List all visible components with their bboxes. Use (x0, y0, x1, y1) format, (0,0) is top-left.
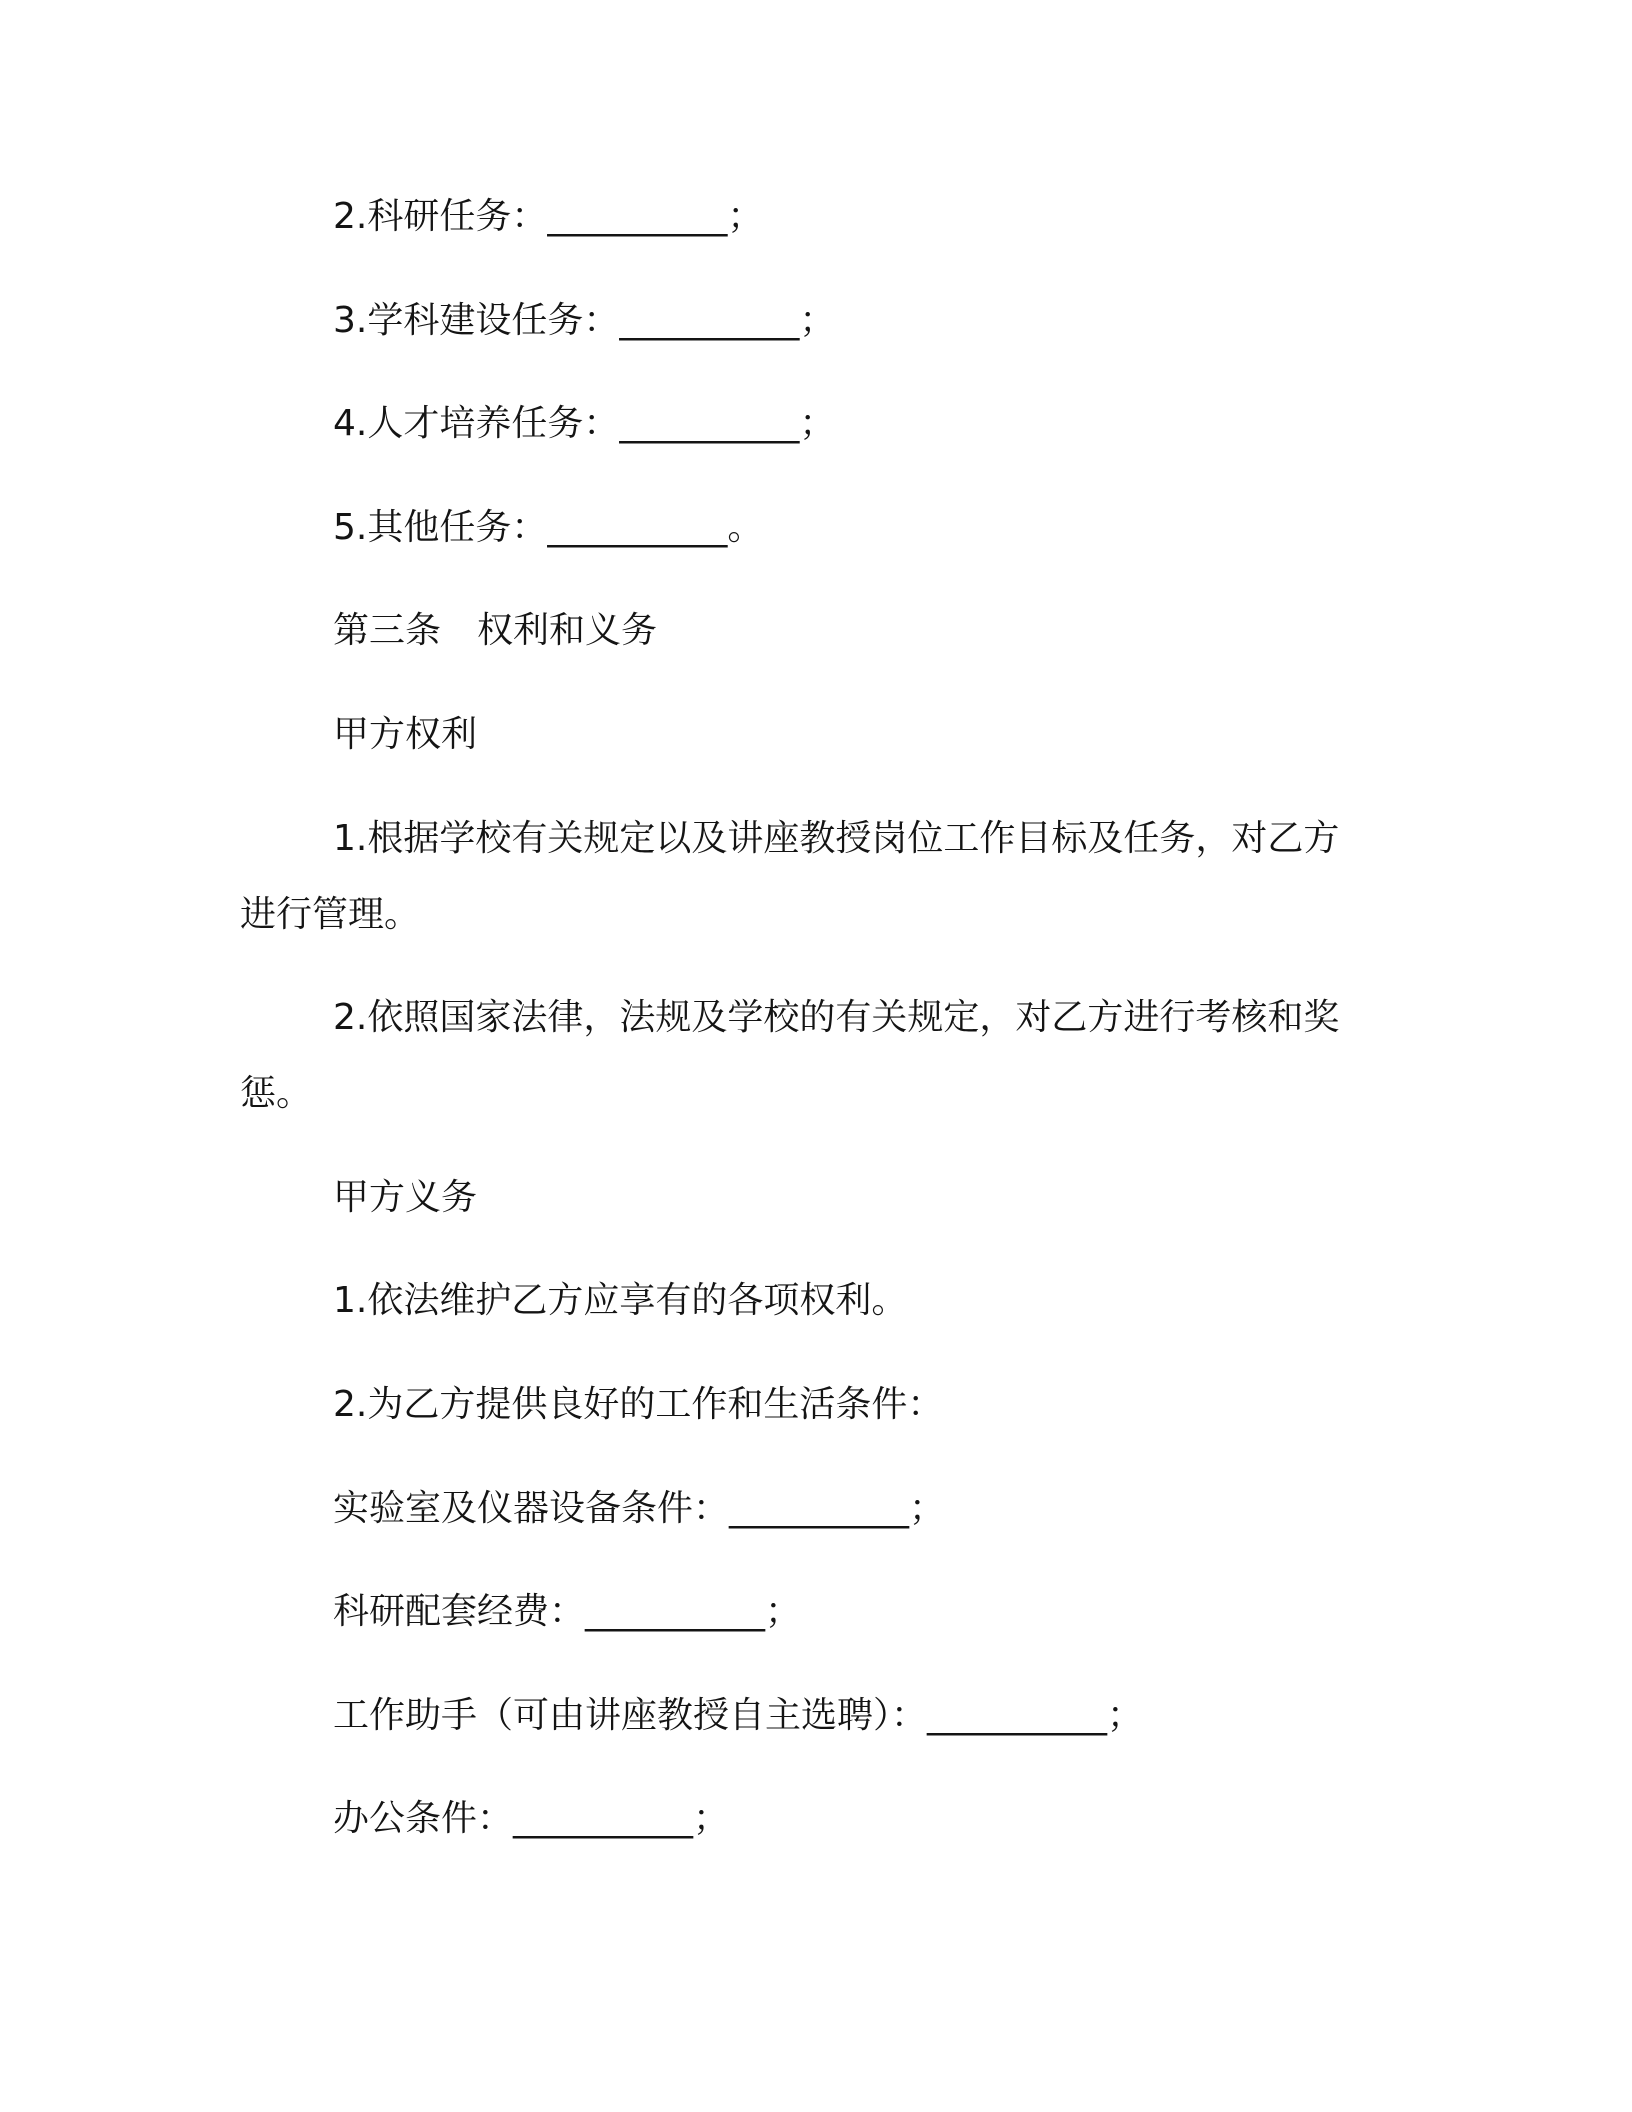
paragraph-line: 甲方义务 (333, 1176, 478, 1218)
paragraph-line: 4.人才培养任务：__________； (333, 403, 836, 445)
rights-item-1 (240, 801, 1432, 953)
task-item-research (240, 179, 1432, 255)
rights-item-2 (240, 980, 1432, 1132)
paragraph-line: 2.科研任务：__________； (333, 196, 764, 237)
condition-office (240, 1781, 1432, 1857)
paragraph-line: 办公条件：__________； (333, 1798, 730, 1840)
paragraph-line: 2.为乙方提供良好的工作和生活条件： (333, 1383, 944, 1425)
section-heading-party-a-rights (240, 697, 1432, 773)
condition-research-funding (240, 1574, 1432, 1650)
paragraph-line: 科研配套经费：__________； (333, 1591, 802, 1633)
paragraph-line-continued: 惩。 (240, 1073, 313, 1115)
paragraph-line: 1.根据学校有关规定以及讲座教授岗位工作目标及任务，对乙方 (333, 817, 1340, 859)
condition-lab-equipment (240, 1471, 1432, 1547)
paragraph-line: 1.依法维护乙方应享有的各项权利。 (333, 1280, 908, 1322)
paragraph-line: 2.依照国家法律，法规及学校的有关规定，对乙方进行考核和奖 (333, 997, 1340, 1039)
task-item-discipline (240, 283, 1432, 359)
paragraph-line: 3.学科建设任务：__________； (333, 299, 836, 341)
obligations-item-1 (240, 1263, 1432, 1339)
paragraph-line-continued: 进行管理。 (240, 893, 421, 935)
task-item-other (240, 490, 1432, 566)
task-item-talent (240, 386, 1432, 462)
obligations-item-2 (240, 1367, 1432, 1443)
paragraph-line: 甲方权利 (333, 713, 478, 755)
paragraph-line: 5.其他任务：__________。 (333, 506, 764, 548)
article-heading (240, 593, 1432, 669)
section-heading-party-a-obligations (240, 1160, 1432, 1236)
condition-work-assistant (240, 1678, 1432, 1754)
paragraph-line: 实验室及仪器设备条件：__________； (333, 1487, 946, 1529)
paragraph-line: 工作助手（可由讲座教授自主选聘）：__________； (333, 1694, 1144, 1736)
paragraph-line: 第三条 权利和义务 (333, 610, 658, 652)
